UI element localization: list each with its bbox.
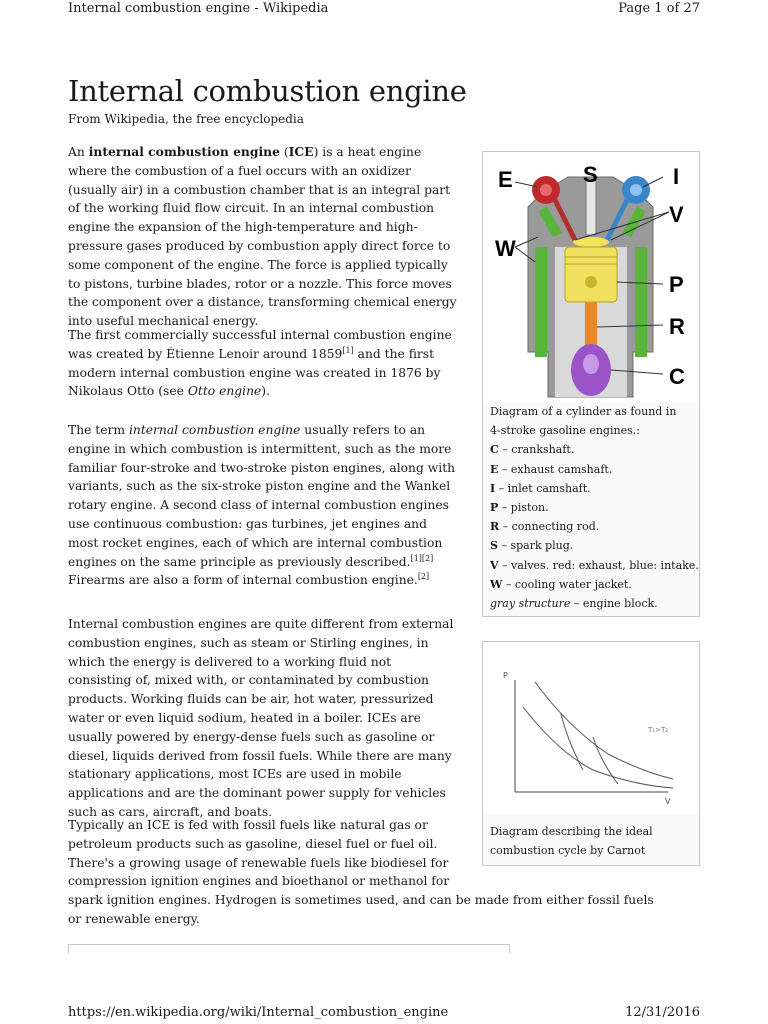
curve-label: T₁>T₂: [648, 726, 669, 734]
figure-carnot-caption: Diagram describing the ideal combustion cycle by Carnot: [490, 825, 653, 858]
citation-link[interactable]: [1]: [342, 345, 354, 355]
carnot-diagram-image: [483, 642, 699, 814]
print-header-page: Page 1 of 27: [618, 1, 700, 16]
label-i: I: [673, 164, 680, 189]
paragraph-external-engines: Internal combustion engines are quite different from external combustion engines, such as steam or Stirling engines, in which the energy is delivered to a working fluid not consisting of, mixed with, or contaminated by combustion products. Working fluids can be air, hot water, pressurized water or even liquid sodium, heated in a boiler. ICEs are usually powered by energy-dense fuels such as gasoline or diesel, liquids derived from fossil fuels. While there are many stationary applications, most ICEs are used in mobile applications and are the dominant power supply for vehicles such as cars, aircraft, and boats.: [68, 617, 454, 819]
label-v: V: [669, 202, 684, 227]
paragraph-fuels: Typically an ICE is fed with fossil fuels like natural gas or petroleum products such as gasoline, diesel fuel or fuel oil. There's a growing usage of renewable fuels like biodiesel for compression ignition engines and bioethanol or methanol for: [68, 818, 450, 889]
paragraph-intro: An internal combustion engine (ICE) is a heat engine where the combustion of a fuel occurs with an oxidizer (usually air) in a combustion chamber that is an integral part of the working fluid flow circuit. In an internal combustion engine the expansion of the high-temperature and high-pressure gases produced by combustion apply direct force to some component of the engine. The force is applied typically to pistons, turbine blades, rotor or a nozzle. This force moves the component over a distance, transforming chemical energy into useful mechanical energy.: [68, 144, 457, 329]
paragraph-fuels-continued: spark ignition engines. Hydrogen is sometimes used, and can be made from either fossil fuels or renewable energy.: [68, 893, 654, 926]
figure-cylinder-caption: Diagram of a cylinder as found in 4-stroke gasoline engines.: C – crankshaft. E – exhaust camshaft. I – inlet camshaft. P – piston. R – connecting rod. S – spark plug. V – valves. red: exhaust, blue: intake. W – cooling water jacket. gray structure – engine block.: [490, 402, 699, 613]
paragraph-term: The term internal combustion engine usually refers to an engine in which combustion is intermittent, such as the more familiar four-stroke and two-stroke piston engines, along with variants, such as the six-stroke piston engine and the Wankel rotary engine. A second class of internal combustion engines use continuous combustion: gas turbines, jet engines and most rocket engines, each of which are internal combustion engines on the same principle as previously described.[1][2] Firearms are also a form of internal combustion engine.[2]: [68, 423, 456, 588]
page-subtitle: From Wikipedia, the free encyclopedia: [68, 112, 304, 126]
legend-item: V – valves. red: exhaust, blue: intake.: [490, 558, 699, 572]
axis-p-label: P: [503, 671, 508, 680]
citation-link[interactable]: [1][2]: [410, 553, 434, 563]
legend-item: S – spark plug.: [490, 539, 574, 553]
term-ice: internal combustion engine: [88, 144, 280, 159]
label-r: R: [669, 314, 685, 339]
legend-item: P – piston.: [490, 501, 549, 515]
legend-item: I – inlet camshaft.: [490, 481, 591, 495]
legend-item: W – cooling water jacket.: [490, 577, 632, 591]
label-e: E: [498, 167, 513, 192]
otto-engine-link[interactable]: Otto engine: [187, 384, 262, 399]
cylinder-diagram-image: [483, 152, 699, 402]
print-footer-url: https://en.wikipedia.org/wiki/Internal_combustion_engine: [68, 1005, 449, 1020]
label-p: P: [669, 272, 684, 297]
paragraph-history: The first commercially successful internal combustion engine was created by Étienne Lenoir around 1859[1] and the first modern internal combustion engine was created in 1876 by Nikolaus Otto (see Otto engine).: [68, 328, 452, 399]
citation-link[interactable]: [2]: [417, 572, 430, 582]
legend-item: E – exhaust camshaft.: [490, 462, 613, 476]
print-header-title: Internal combustion engine - Wikipedia: [68, 1, 329, 16]
axis-v-label: V: [665, 797, 671, 806]
next-figure-border: [68, 944, 510, 953]
legend-item: R – connecting rod.: [490, 520, 600, 534]
page-title: Internal combustion engine: [68, 74, 467, 108]
term-ice-abbr: ICE: [288, 144, 314, 159]
label-w: W: [495, 236, 516, 261]
legend-item: C – crankshaft.: [490, 443, 575, 457]
figure-carnot: [482, 641, 700, 866]
figure-cylinder: [482, 151, 700, 617]
label-s: S: [583, 162, 598, 187]
print-footer-date: 12/31/2016: [625, 1005, 700, 1020]
legend-item: gray structure – engine block.: [490, 597, 658, 611]
label-c: C: [669, 364, 685, 389]
